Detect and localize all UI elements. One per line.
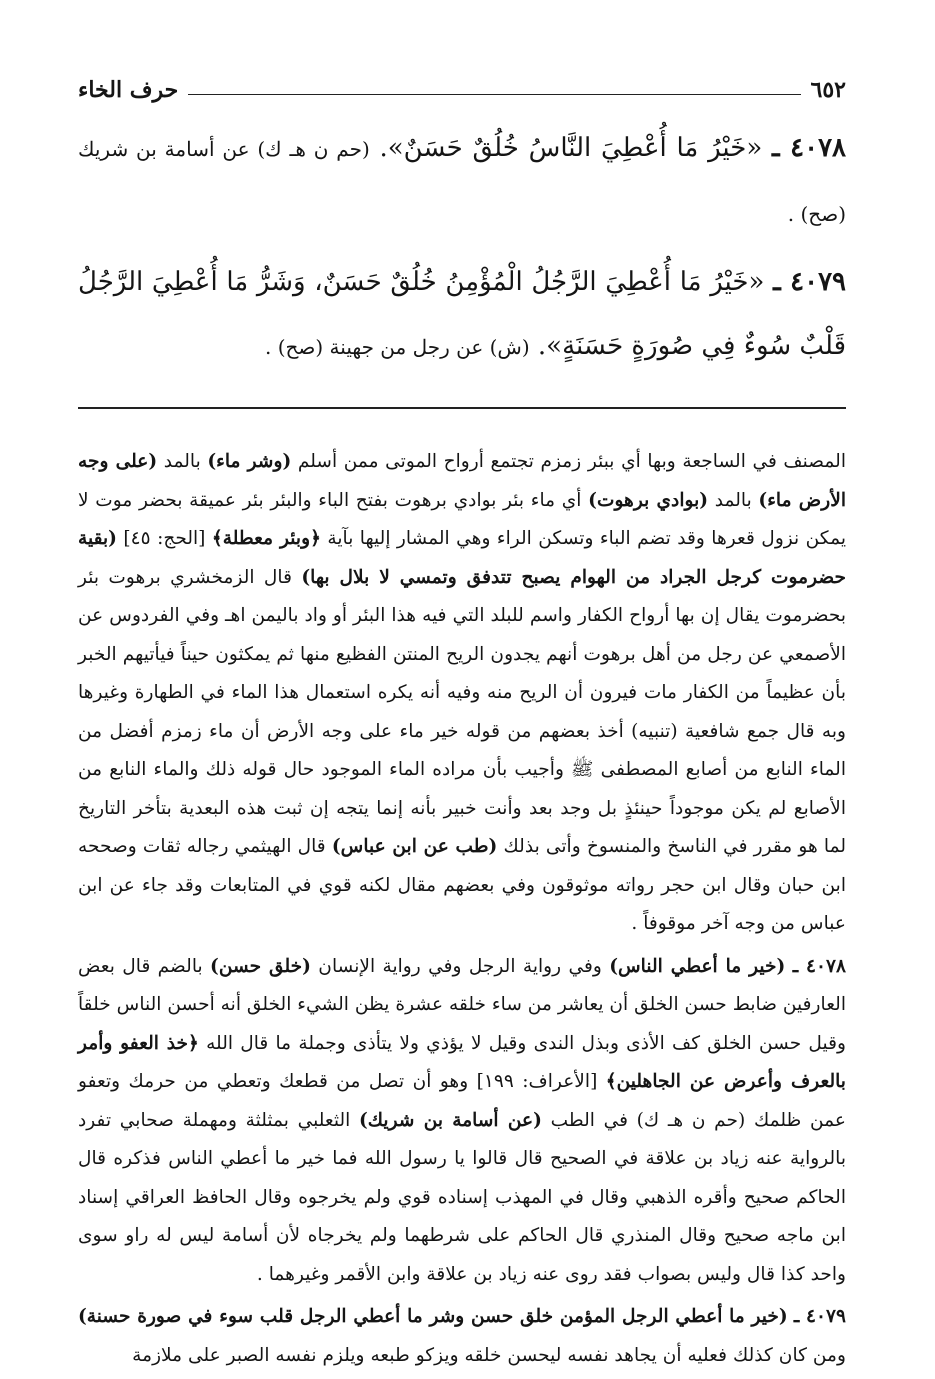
quran-quote: ﴿خذ العفو وأمر بالعرف وأعرض عن الجاهلين﴾	[78, 1032, 846, 1092]
bold-term: (بوادي برهوت)	[588, 489, 709, 511]
bold-term: (خير ما أعطي الرجل المؤمن خلق حسن وشر ما أعطي الرجل قلب سوء في صورة حسنة)	[78, 1306, 788, 1327]
commentary-paragraph	[78, 948, 846, 1295]
bold-term: (على وجه الأرض ماء)	[78, 451, 846, 511]
chapter-title: حرف الخاء	[78, 77, 179, 103]
bold-term: (خير ما أعطي الناس)	[609, 955, 786, 977]
bold-term: (عن أسامة بن شريك)	[358, 1109, 542, 1131]
hadith-entry	[78, 250, 846, 379]
text-run: قال الزمخشري برهوت بئر بحضرموت يقال إن بها أرواح الكفار واسم للبلد التي فيه هذا البئر أو واد باليمن اهـ وفي الفردوس عن الأصمعي عن رجل من أهل برهوت أنهم يجدون الريح المنتن الفظيع منها ثم يمكثون حيناً فيأتيهم الخبر بأن عظيماً من الكفار مات فيرون أن الريح منه وفيه أنه يكره استعمال هذا الماء في الطهارة وغيرها وبه قال جمع شافعية (تنبيه) أخذ بعضهم من قوله خير ماء على وجه الأرض أن ماء زمزم أفضل من الماء النابع من أصابع المصطفى ﷺ وأجيب بأن مراده الماء الموجود حال قوله ذلك والماء النابع من الأصابع لم يكن موجوداً حينئذٍ بل وجد بعد وأنت خبير بأنه إنما يتجه إن ثبت هذه البعدية بتأخر التاريخ لما هو مقرر في الناسخ والمنسوخ وأتى بذلك	[78, 566, 846, 857]
hadith-source: (ش) عن رجل من جهينة (صح) .	[264, 335, 530, 359]
book-page	[78, 70, 846, 1375]
commentary	[78, 443, 846, 1375]
bold-term: (بقية حضرموت كرجل الجراد من الهوام يصبح تتدفق وتمسي لا بلال بها)	[78, 528, 846, 588]
entry-number: ٤٠٧٨ ـ	[792, 955, 846, 977]
text-run: المصنف في الساجعة وبها أي ببئر زمزم تجتمع أرواح الموتى ممن أسلم	[291, 451, 846, 472]
text-run: [الحج: ٤٥]	[116, 528, 212, 549]
entry-number: ٤٠٧٩ ـ	[793, 1306, 846, 1327]
text-run: بالمد	[157, 451, 208, 472]
hadith-text: «خَيْرُ مَا أُعْطِيَ الرَّجُلُ الْمُؤْمِنُ خُلُقٌ حَسَنٌ، وَشَرُّ مَا أُعْطِيَ الرَّجُلُ قَلْبٌ سُوءٌ فِي صُورَةٍ حَسَنَةٍ».	[78, 267, 846, 361]
hadith-text: «خَيْرُ مَا أُعْطِيَ النَّاسُ خُلُقٌ حَسَنٌ».	[379, 133, 763, 163]
quran-quote: ﴿وبئر معطلة﴾	[211, 528, 321, 549]
text-run: أي ماء بئر بوادي برهوت بفتح الباء والبئر بئر عميقة بحضر موت لا يمكن نزول قعرها وقد تضم الباء وتسكن الراء وهي المشار إليها بآية	[78, 489, 846, 549]
footnote-divider	[78, 407, 846, 409]
hadith-number: ٤٠٧٨ ـ	[772, 133, 847, 163]
bold-term: (خلق حسن)	[210, 955, 311, 977]
text-run: بالضم قال بعض العارفين ضابط حسن الخلق أن يعاشر من ساء خلقه عشرة يظن الشيء الخلق أنه أحسن الناس خلقاً وقيل حسن الخلق كف الأذى وبذل الندى وقيل لا يؤذي ولا يتأذى وجملة ما قال الله	[78, 955, 846, 1054]
text-run: ومن كان كذلك فعليه أن يجاهد نفسه ليحسن خلقه ويزكو طبعه ويلزم نفسه الصبر على ملازمة	[132, 1344, 846, 1366]
hadith-number: ٤٠٧٩ ـ	[773, 267, 846, 297]
commentary-paragraph	[78, 1298, 846, 1375]
page-header	[78, 70, 846, 110]
commentary-paragraph	[78, 443, 846, 944]
text-run: [الأعراف: ١٩٩] وهو أن تصل من قطعك وتعطي من حرمك وتعفو عمن ظلمك (حم ن هـ ك) في الطب	[78, 1071, 847, 1131]
hadith-source: (حم ن هـ ك) عن أسامة بن شريك (صح) .	[78, 137, 846, 226]
text-run: وفي رواية الرجل وفي رواية الإنسان	[310, 955, 610, 977]
hadith-entry	[78, 116, 846, 246]
text-run: الثعلبي بمثلثة ومهملة صحابي تفرد بالرواية عنه زياد بن علاقة في الصحيح قال قالوا يا رسول الله فما خير ما أعطي الناس فذكره قال الحاكم صحيح وأقره الذهبي وقال في المهذب إسناده قوي ولم يخرجوه وقال الحافظ العراقي إسناد ابن ماجه صحيح وقال المنذري قال الحاكم على شرطهما ولم يخرجاه لأن أسامة ليس له راو سوى واحد كذا قال وليس بصواب فقد روى عنه زياد بن علاقة وابن الأقمر وغيرهما .	[78, 1109, 846, 1285]
page-number: ٦٥٢	[810, 77, 846, 103]
text-run: قال الهيثمي رجاله ثقات وصححه ابن حبان وقال ابن حجر رواته موثوقون وفي بعضهم مقال لكنه قوي في المتابعات وقد جاء عن ابن عباس من وجه آخر موقوفاً .	[78, 836, 846, 934]
header-rule	[188, 94, 800, 95]
bold-term: (طب عن ابن عباس)	[331, 836, 498, 857]
text-run: بالمد	[708, 489, 759, 511]
bold-term: (وشر ماء)	[207, 451, 292, 472]
